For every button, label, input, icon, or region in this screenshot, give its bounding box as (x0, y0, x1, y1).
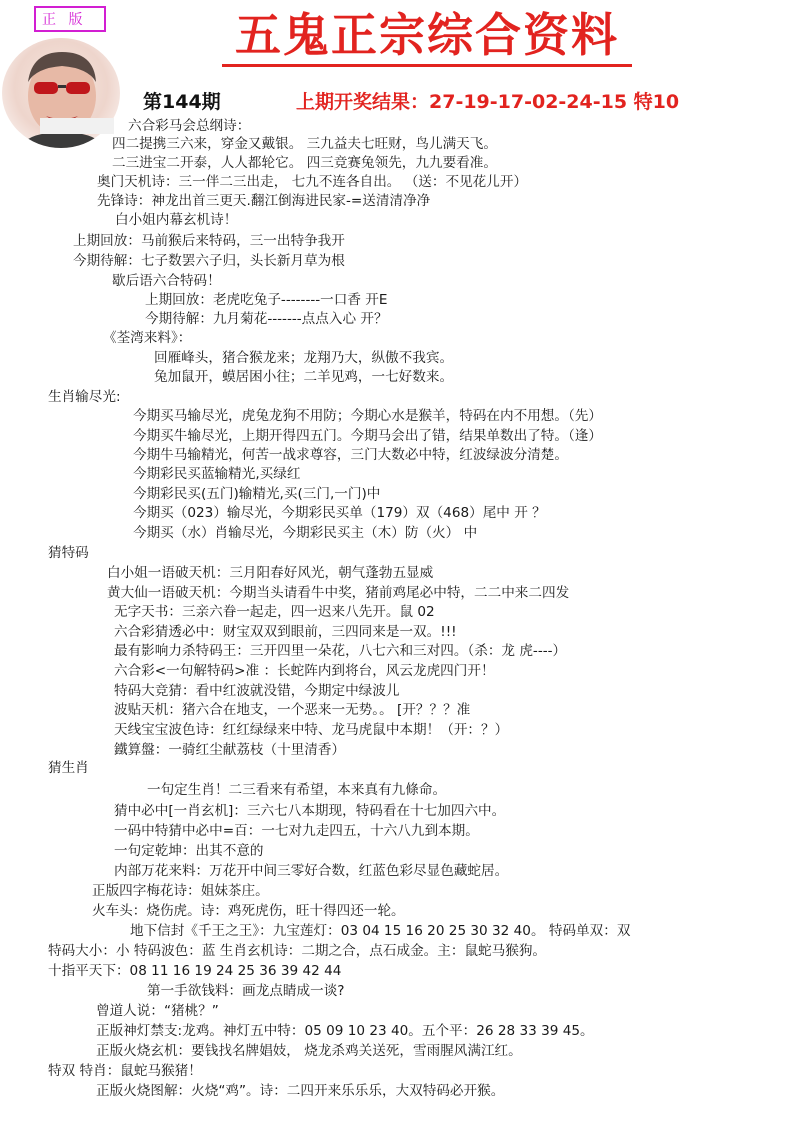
text-line: 兔加鼠开，蟆居困小往；二羊见鸡，一七好数来。 (154, 369, 454, 385)
text-line: 猜中必中[一肖玄机]：三六七八本期现，特码看在十七加四六中。 (114, 803, 506, 819)
text-line: 火车头：烧伤虎。诗：鸡死虎伤，旺十得四还一轮。 (92, 903, 405, 919)
text-line: 地下信封《千王之王》：九宝莲灯：03 04 15 16 20 25 30 32 40。 特码单双：双 (130, 923, 631, 939)
version-stamp: 正 版 (34, 6, 106, 32)
text-line: 上期回放：老虎吃兔子--------一口香 开E (145, 292, 388, 308)
text-line: 特双 特肖：鼠蛇马猴猪！ (48, 1063, 202, 1079)
text-line: 曾道人说：“猪桃？” (96, 1003, 219, 1019)
text-line: 十指平天下：08 11 16 19 24 25 36 39 42 44 (48, 963, 342, 979)
text-line: 今期彩民买(五门)输精光,买(三门,一门)中 (133, 486, 381, 502)
text-line: 今期买牛输尽光，上期开得四五门。今期马会出了错，结果单数出了特。（逢） (133, 428, 602, 444)
text-line: 先锋诗：神龙出首三更天.翻江倒海进民家-=送清清净净 (97, 193, 431, 209)
text-line: 歇后语六合特码！ (112, 273, 221, 289)
text-line: 黄大仙一语破天机：今期当头请看牛中奖，猪前鸡尾必中特，二二中来二四发 (107, 585, 570, 601)
section-heading: 生肖输尽光: (48, 389, 121, 405)
text-line: 六合彩马会总纲诗： (128, 118, 251, 134)
section-heading: 猜生肖 (48, 760, 89, 776)
text-line: 一码中特猜中必中=百：一七对九走四五，十六八九到本期。 (114, 823, 479, 839)
text-line: 正版四字梅花诗：姐妹茶庄。 (92, 883, 269, 899)
text-line: 今期彩民买蓝输精光,买绿红 (133, 466, 301, 482)
text-line: 波贴天机：猪六合在地支，一个恶来一无势。。 [开？？？准 (114, 702, 471, 718)
text-line: 白小姐内幕玄机诗！ (115, 212, 238, 228)
text-line: 今期买（023）输尽光，今期彩民买单（179）双（468）尾中 开 ？ (133, 505, 546, 521)
text-line: 今期买马输尽光，虎兔龙狗不用防；今期心水是猴羊，特码在内不用想。（先） (133, 408, 602, 424)
text-line: 正版神灯禁支:龙鸡。神灯五中特：05 09 10 23 40。五个平：26 28 33 39 45。 (96, 1023, 594, 1039)
text-line: 特码大竞猜：看中红波就没错，今期定中绿波儿 (114, 683, 400, 699)
text-line: 白小姐一语破天机：三月阳春好风光，朝气蓬勃五显威 (107, 565, 434, 581)
text-line: 今期待解：九月菊花-------点点入心 开？ (145, 311, 388, 327)
text-line: 二三进宝二开泰，人人都轮它。 四三竞赛兔领先，九九要看准。 (112, 155, 497, 171)
redaction-block (40, 118, 114, 134)
text-line: 四二提携三六来，穿金又戴银。 三九益夫七旺财，鸟儿满天飞。 (112, 136, 497, 152)
text-line: 无字天书：三亲六眷一起走，四一迟来八先开。鼠 02 (114, 604, 435, 620)
text-line: 上期回放：马前猴后来特码，三一出特争我开 (73, 233, 345, 249)
text-line: 一句定乾坤：出其不意的 (114, 843, 264, 859)
text-line: 天线宝宝波色诗：红红绿绿来中特、龙马虎鼠中本期！（开：？） (114, 722, 509, 738)
issue-number: 第144期 (143, 91, 221, 113)
text-line: 《荃湾来料》： (103, 330, 192, 346)
text-line: 特码大小：小 特码波色：蓝 生肖玄机诗：二期之合，点石成金。主：鼠蛇马猴狗。 (48, 943, 547, 959)
text-line: 回雁峰头，猪合猴龙来；龙翔乃大，纵傲不我宾。 (154, 350, 454, 366)
text-line: 今期买（水）肖输尽光，今期彩民买主（木）防（火） 中 (133, 525, 478, 541)
text-line: 一句定生肖！二三看来有希望，本来真有九條命。 (147, 782, 447, 798)
page-title: 五鬼正宗综合资料 (222, 8, 632, 67)
text-line: 第一手欲钱料：画龙点睛成一谈? (147, 983, 345, 999)
text-line: 正版火烧玄机：要钱找名牌娼妓， 烧龙杀鸡关送死，雪雨腥风满江红。 (96, 1043, 522, 1059)
section-heading: 猜特码 (48, 545, 89, 561)
text-line: 六合彩<一句解特码>准 ：长蛇阵内到将台，风云龙虎四门开！ (114, 663, 495, 679)
text-line: 最有影响力杀特码王：三开四里一朵花，八七六和三对四。（杀：龙 虎----） (114, 643, 567, 659)
text-line: 奥门天机诗：三一伴二三出走， 七九不连各自出。 （送：不见花儿开） (97, 174, 528, 190)
text-line: 内部万花来料：万花开中间三零好合数，红蓝色彩尽显色藏蛇居。 (114, 863, 509, 879)
text-line: 鐵算盤：一骑红尘献荔枝（十里清香） (114, 742, 346, 758)
text-line: 今期牛马输精光，何苦一战求尊容，三门大数必中特，红波绿波分清楚。 (133, 447, 568, 463)
text-line: 正版火烧图解：火烧“鸡”。诗：二四开来乐乐乐，大双特码必开猴。 (96, 1083, 505, 1099)
last-draw-result: 上期开奖结果：27-19-17-02-24-15 特10 (296, 91, 680, 113)
text-line: 六合彩猜透必中：财宝双双到眼前，三四同来是一双。!!! (114, 624, 457, 640)
text-line: 今期待解：七子数罢六子归，头长新月草为根 (73, 253, 345, 269)
